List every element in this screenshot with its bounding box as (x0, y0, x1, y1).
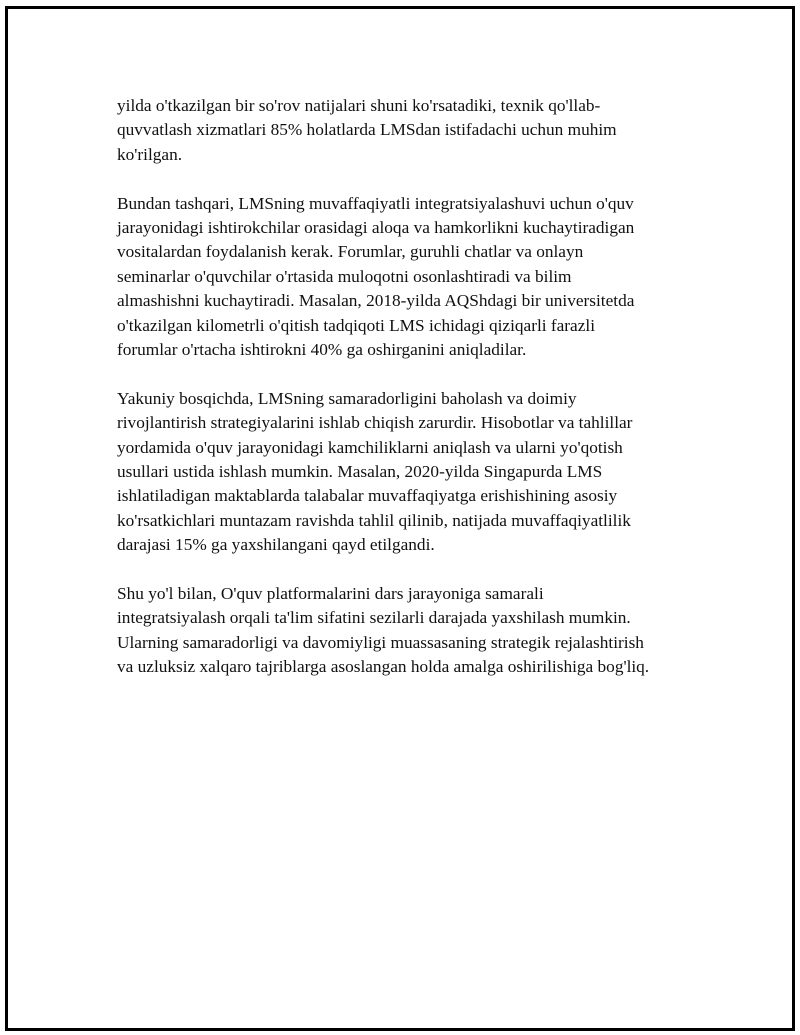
paragraph: Bundan tashqari, LMSning muvaffaqiyatli integratsiyalashuvi uchun o'quv jarayonidagi ishtirokchilar orasidagi aloqa va hamkorlikni kuchaytiradigan vositalardan foydalanish kerak. Forumlar, guruhli chatlar va onlayn seminarlar o'quvchilar o'rtasida muloqotni osonlashtiradi va bilim almashishni kuchaytiradi. Masalan, 2018-yilda AQShdagi bir universitetda o'tkazilgan kilometrli o'qitish tadqiqoti LMS ichidagi qiziqarli farazli forumlar o'rtacha ishtirokni 40% ga oshirganini aniqladilar. (117, 193, 635, 360)
paragraph: Shu yo'l bilan, O'quv platformalarini dars jarayoniga samarali integratsiyalash orqali ta'lim sifatini sezilarli darajada yaxshilash mumkin. Ularning samaradorligi va davomiyligi muassasaning strategik rejalashtirish va uzluksiz xalqaro tajriblarga asoslangan holda amalga oshirilishiga bog'liq. (117, 584, 650, 677)
paragraph: yilda o'tkazilgan bir so'rov natijalari shuni ko'rsatadiki, texnik qo'llab- quvvatlash xizmatlari 85% holatlarda LMSdan istifadachi uchun muhim ko'rilgan. (117, 96, 617, 164)
paragraph: Yakuniy bosqichda, LMSning samaradorligini baholash va doimiy rivojlantirish strategiyalarini ishlab chiqish zarurdir. Hisobotlar va tahlillar yordamida o'quv jarayonidagi kamchiliklarni aniqlash va ularni yo'qotish usullari ustida ishlash mumkin. Masalan, 2020-yilda Singapurda LMS ishlatiladigan maktablarda talabalar muvaffaqiyatga erishishining asosiy ko'rsatkichlari muntazam ravishda tahlil qilinib, natijada muvaffaqiyatlilik darajasi 15% ga yaxshilangani qayd etilgandi. (117, 388, 633, 555)
document-body (117, 94, 697, 704)
